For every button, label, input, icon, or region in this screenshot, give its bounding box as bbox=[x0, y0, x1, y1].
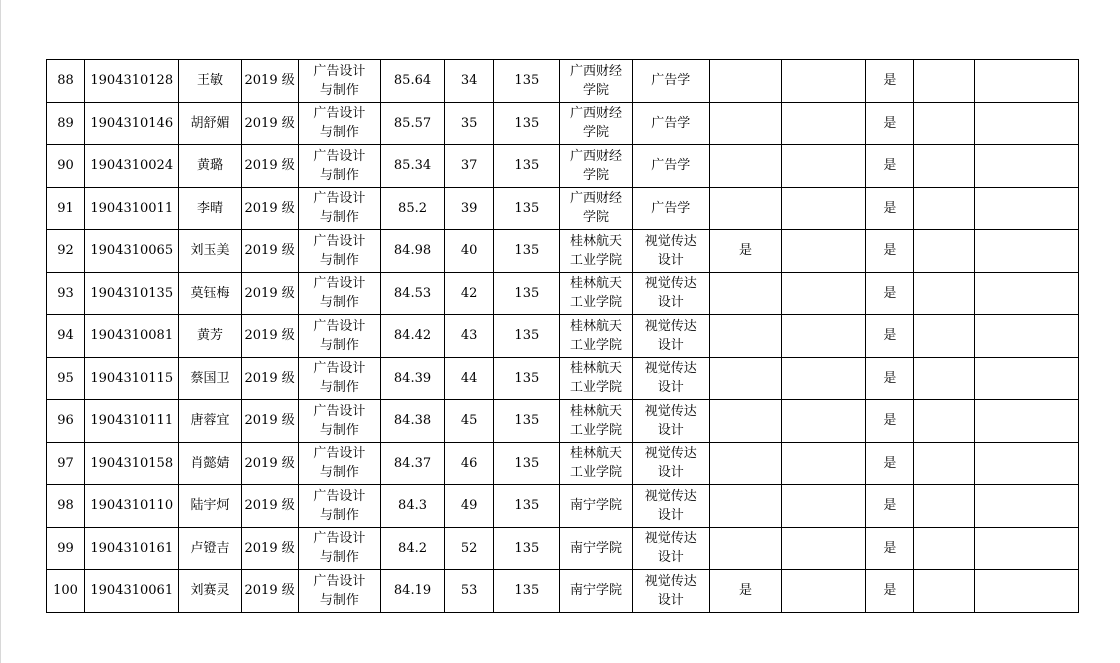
cell-school bbox=[560, 230, 632, 273]
cell-name: 黄璐 bbox=[179, 145, 241, 188]
cell-major-line: 广告设计 bbox=[313, 63, 366, 79]
cell-target-major bbox=[632, 570, 709, 613]
cell-target-major-line: 设计 bbox=[657, 380, 684, 396]
cell-major bbox=[298, 442, 380, 485]
cell-score: 85.2 bbox=[380, 187, 444, 230]
table-row bbox=[47, 357, 1079, 400]
cell-target-major bbox=[632, 442, 709, 485]
table-body bbox=[47, 60, 1079, 613]
cell-score: 84.37 bbox=[380, 442, 444, 485]
cell-col-14 bbox=[974, 315, 1078, 358]
cell-col-11 bbox=[782, 570, 866, 613]
cell-target-major-line: 广告学 bbox=[651, 73, 691, 89]
cell-school-line: 桂林航天 bbox=[570, 233, 623, 249]
cell-col-10 bbox=[709, 400, 781, 443]
cell-target-major-line: 视觉传达 bbox=[644, 318, 697, 334]
cell-school-line: 桂林航天 bbox=[570, 318, 623, 334]
cell-student-id: 1904310135 bbox=[85, 272, 179, 315]
cell-total: 135 bbox=[494, 145, 560, 188]
cell-col-12: 是 bbox=[866, 400, 914, 443]
cell-col-13 bbox=[914, 527, 974, 570]
table-row bbox=[47, 315, 1079, 358]
cell-col-12: 是 bbox=[866, 187, 914, 230]
cell-major bbox=[298, 60, 380, 103]
cell-col-12: 是 bbox=[866, 485, 914, 528]
cell-no: 96 bbox=[47, 400, 85, 443]
cell-name: 黄芳 bbox=[179, 315, 241, 358]
student-table bbox=[46, 59, 1079, 613]
cell-score: 84.42 bbox=[380, 315, 444, 358]
cell-major bbox=[298, 187, 380, 230]
cell-col-14 bbox=[974, 442, 1078, 485]
cell-no: 100 bbox=[47, 570, 85, 613]
cell-school-line: 学院 bbox=[583, 167, 610, 183]
cell-student-id: 1904310128 bbox=[85, 60, 179, 103]
cell-rank: 35 bbox=[445, 102, 494, 145]
cell-target-major bbox=[632, 102, 709, 145]
cell-col-10 bbox=[709, 357, 781, 400]
cell-no: 92 bbox=[47, 230, 85, 273]
cell-col-10 bbox=[709, 187, 781, 230]
cell-name: 胡舒媚 bbox=[179, 102, 241, 145]
cell-student-id: 1904310065 bbox=[85, 230, 179, 273]
cell-grade: 2019 级 bbox=[241, 230, 298, 273]
cell-grade: 2019 级 bbox=[241, 187, 298, 230]
cell-name: 陆宇炣 bbox=[179, 485, 241, 528]
cell-score: 84.98 bbox=[380, 230, 444, 273]
cell-rank: 43 bbox=[445, 315, 494, 358]
cell-major-line: 广告设计 bbox=[313, 148, 366, 164]
cell-col-13 bbox=[914, 442, 974, 485]
cell-no: 93 bbox=[47, 272, 85, 315]
cell-target-major-line: 设计 bbox=[657, 337, 684, 353]
cell-target-major-line: 设计 bbox=[657, 550, 684, 566]
cell-school-line: 南宁学院 bbox=[570, 498, 623, 514]
cell-col-10: 是 bbox=[709, 230, 781, 273]
table-row bbox=[47, 145, 1079, 188]
cell-school bbox=[560, 315, 632, 358]
cell-col-10 bbox=[709, 315, 781, 358]
cell-name: 唐蓉宜 bbox=[179, 400, 241, 443]
cell-grade: 2019 级 bbox=[241, 570, 298, 613]
cell-total: 135 bbox=[494, 60, 560, 103]
cell-school-line: 广西财经 bbox=[570, 191, 623, 207]
cell-col-11 bbox=[782, 400, 866, 443]
table-row bbox=[47, 60, 1079, 103]
cell-total: 135 bbox=[494, 272, 560, 315]
cell-school bbox=[560, 400, 632, 443]
cell-school-line: 工业学院 bbox=[570, 337, 623, 353]
cell-rank: 49 bbox=[445, 485, 494, 528]
cell-no: 90 bbox=[47, 145, 85, 188]
cell-no: 97 bbox=[47, 442, 85, 485]
cell-col-14 bbox=[974, 60, 1078, 103]
cell-col-13 bbox=[914, 485, 974, 528]
cell-score: 84.53 bbox=[380, 272, 444, 315]
cell-school-line: 学院 bbox=[583, 210, 610, 226]
cell-no: 91 bbox=[47, 187, 85, 230]
page-edge bbox=[0, 0, 1, 663]
cell-rank: 52 bbox=[445, 527, 494, 570]
cell-col-11 bbox=[782, 145, 866, 188]
cell-target-major-line: 视觉传达 bbox=[644, 488, 697, 504]
cell-grade: 2019 级 bbox=[241, 145, 298, 188]
cell-school bbox=[560, 442, 632, 485]
cell-total: 135 bbox=[494, 570, 560, 613]
cell-col-12: 是 bbox=[866, 145, 914, 188]
cell-target-major bbox=[632, 357, 709, 400]
cell-col-13 bbox=[914, 272, 974, 315]
cell-major-line: 与制作 bbox=[319, 210, 359, 226]
cell-school bbox=[560, 272, 632, 315]
cell-major bbox=[298, 485, 380, 528]
cell-col-12: 是 bbox=[866, 442, 914, 485]
cell-col-13 bbox=[914, 145, 974, 188]
cell-school-line: 工业学院 bbox=[570, 295, 623, 311]
cell-col-14 bbox=[974, 187, 1078, 230]
cell-major bbox=[298, 145, 380, 188]
cell-target-major-line: 设计 bbox=[657, 507, 684, 523]
cell-student-id: 1904310110 bbox=[85, 485, 179, 528]
cell-total: 135 bbox=[494, 230, 560, 273]
cell-col-13 bbox=[914, 102, 974, 145]
cell-major-line: 与制作 bbox=[319, 125, 359, 141]
cell-student-id: 1904310161 bbox=[85, 527, 179, 570]
cell-name: 刘玉美 bbox=[179, 230, 241, 273]
cell-name: 王敏 bbox=[179, 60, 241, 103]
cell-major bbox=[298, 357, 380, 400]
cell-major-line: 广告设计 bbox=[313, 403, 366, 419]
cell-major-line: 广告设计 bbox=[313, 276, 366, 292]
cell-major-line: 与制作 bbox=[319, 380, 359, 396]
cell-name: 李晴 bbox=[179, 187, 241, 230]
cell-rank: 42 bbox=[445, 272, 494, 315]
cell-col-14 bbox=[974, 230, 1078, 273]
cell-target-major bbox=[632, 272, 709, 315]
table-row bbox=[47, 570, 1079, 613]
cell-col-12: 是 bbox=[866, 527, 914, 570]
cell-total: 135 bbox=[494, 315, 560, 358]
cell-col-10 bbox=[709, 442, 781, 485]
table-row bbox=[47, 400, 1079, 443]
cell-major-line: 广告设计 bbox=[313, 318, 366, 334]
cell-major bbox=[298, 527, 380, 570]
cell-major-line: 广告设计 bbox=[313, 233, 366, 249]
cell-col-13 bbox=[914, 357, 974, 400]
cell-grade: 2019 级 bbox=[241, 60, 298, 103]
cell-rank: 44 bbox=[445, 357, 494, 400]
cell-col-14 bbox=[974, 102, 1078, 145]
cell-col-12: 是 bbox=[866, 102, 914, 145]
cell-school-line: 学院 bbox=[583, 125, 610, 141]
cell-major-line: 广告设计 bbox=[313, 106, 366, 122]
cell-target-major bbox=[632, 485, 709, 528]
cell-score: 85.57 bbox=[380, 102, 444, 145]
cell-col-10 bbox=[709, 527, 781, 570]
cell-col-11 bbox=[782, 357, 866, 400]
cell-rank: 34 bbox=[445, 60, 494, 103]
cell-col-10 bbox=[709, 60, 781, 103]
cell-student-id: 1904310081 bbox=[85, 315, 179, 358]
cell-major bbox=[298, 570, 380, 613]
cell-target-major bbox=[632, 145, 709, 188]
cell-col-11 bbox=[782, 442, 866, 485]
cell-name: 蔡国卫 bbox=[179, 357, 241, 400]
cell-col-10 bbox=[709, 272, 781, 315]
cell-target-major-line: 设计 bbox=[657, 295, 684, 311]
cell-major-line: 广告设计 bbox=[313, 488, 366, 504]
cell-col-12: 是 bbox=[866, 570, 914, 613]
cell-school-line: 桂林航天 bbox=[570, 276, 623, 292]
cell-col-12: 是 bbox=[866, 357, 914, 400]
cell-col-14 bbox=[974, 357, 1078, 400]
cell-grade: 2019 级 bbox=[241, 442, 298, 485]
cell-no: 89 bbox=[47, 102, 85, 145]
cell-major-line: 与制作 bbox=[319, 422, 359, 438]
cell-col-14 bbox=[974, 485, 1078, 528]
cell-col-13 bbox=[914, 187, 974, 230]
table-row bbox=[47, 187, 1079, 230]
cell-student-id: 1904310011 bbox=[85, 187, 179, 230]
cell-school-line: 工业学院 bbox=[570, 465, 623, 481]
cell-major bbox=[298, 400, 380, 443]
cell-target-major-line: 视觉传达 bbox=[644, 573, 697, 589]
cell-student-id: 1904310158 bbox=[85, 442, 179, 485]
cell-rank: 46 bbox=[445, 442, 494, 485]
cell-score: 84.38 bbox=[380, 400, 444, 443]
cell-col-14 bbox=[974, 570, 1078, 613]
cell-school-line: 南宁学院 bbox=[570, 540, 623, 556]
cell-grade: 2019 级 bbox=[241, 357, 298, 400]
cell-school bbox=[560, 357, 632, 400]
cell-school bbox=[560, 187, 632, 230]
cell-name: 卢镫吉 bbox=[179, 527, 241, 570]
cell-target-major-line: 视觉传达 bbox=[644, 531, 697, 547]
cell-student-id: 1904310061 bbox=[85, 570, 179, 613]
cell-school-line: 工业学院 bbox=[570, 252, 623, 268]
cell-no: 95 bbox=[47, 357, 85, 400]
cell-col-14 bbox=[974, 400, 1078, 443]
cell-col-11 bbox=[782, 60, 866, 103]
cell-major-line: 与制作 bbox=[319, 550, 359, 566]
cell-target-major-line: 广告学 bbox=[651, 200, 691, 216]
cell-rank: 53 bbox=[445, 570, 494, 613]
cell-target-major-line: 视觉传达 bbox=[644, 446, 697, 462]
cell-col-13 bbox=[914, 315, 974, 358]
cell-score: 84.2 bbox=[380, 527, 444, 570]
cell-target-major-line: 广告学 bbox=[651, 158, 691, 174]
cell-target-major-line: 广告学 bbox=[651, 115, 691, 131]
cell-target-major bbox=[632, 230, 709, 273]
cell-target-major bbox=[632, 187, 709, 230]
cell-target-major-line: 设计 bbox=[657, 422, 684, 438]
cell-col-12: 是 bbox=[866, 272, 914, 315]
cell-target-major bbox=[632, 315, 709, 358]
cell-target-major-line: 设计 bbox=[657, 252, 684, 268]
cell-total: 135 bbox=[494, 485, 560, 528]
cell-major-line: 与制作 bbox=[319, 592, 359, 608]
cell-total: 135 bbox=[494, 442, 560, 485]
cell-major-line: 广告设计 bbox=[313, 573, 366, 589]
cell-col-10 bbox=[709, 485, 781, 528]
cell-major-line: 与制作 bbox=[319, 337, 359, 353]
cell-col-11 bbox=[782, 315, 866, 358]
cell-school-line: 工业学院 bbox=[570, 380, 623, 396]
cell-school bbox=[560, 145, 632, 188]
cell-col-14 bbox=[974, 145, 1078, 188]
cell-name: 莫钰梅 bbox=[179, 272, 241, 315]
table-row bbox=[47, 230, 1079, 273]
cell-target-major-line: 视觉传达 bbox=[644, 361, 697, 377]
cell-student-id: 1904310024 bbox=[85, 145, 179, 188]
cell-school bbox=[560, 570, 632, 613]
table-row bbox=[47, 272, 1079, 315]
cell-col-11 bbox=[782, 230, 866, 273]
cell-target-major-line: 视觉传达 bbox=[644, 403, 697, 419]
cell-major-line: 与制作 bbox=[319, 465, 359, 481]
cell-major-line: 广告设计 bbox=[313, 361, 366, 377]
cell-col-12: 是 bbox=[866, 230, 914, 273]
cell-school-line: 桂林航天 bbox=[570, 403, 623, 419]
cell-major-line: 与制作 bbox=[319, 507, 359, 523]
cell-major bbox=[298, 315, 380, 358]
cell-col-11 bbox=[782, 272, 866, 315]
cell-no: 94 bbox=[47, 315, 85, 358]
cell-target-major-line: 设计 bbox=[657, 592, 684, 608]
cell-school-line: 桂林航天 bbox=[570, 446, 623, 462]
cell-score: 84.19 bbox=[380, 570, 444, 613]
cell-no: 99 bbox=[47, 527, 85, 570]
cell-major-line: 与制作 bbox=[319, 82, 359, 98]
cell-rank: 37 bbox=[445, 145, 494, 188]
table-row bbox=[47, 527, 1079, 570]
cell-col-13 bbox=[914, 570, 974, 613]
cell-col-14 bbox=[974, 527, 1078, 570]
cell-major-line: 广告设计 bbox=[313, 446, 366, 462]
cell-school bbox=[560, 60, 632, 103]
cell-col-10 bbox=[709, 145, 781, 188]
table-row bbox=[47, 102, 1079, 145]
cell-school-line: 南宁学院 bbox=[570, 583, 623, 599]
cell-target-major bbox=[632, 400, 709, 443]
cell-col-12: 是 bbox=[866, 315, 914, 358]
cell-col-10: 是 bbox=[709, 570, 781, 613]
cell-col-10 bbox=[709, 102, 781, 145]
cell-total: 135 bbox=[494, 527, 560, 570]
cell-school bbox=[560, 485, 632, 528]
cell-major-line: 与制作 bbox=[319, 295, 359, 311]
table-row bbox=[47, 442, 1079, 485]
cell-name: 肖懿婧 bbox=[179, 442, 241, 485]
cell-no: 98 bbox=[47, 485, 85, 528]
cell-score: 85.34 bbox=[380, 145, 444, 188]
cell-col-11 bbox=[782, 527, 866, 570]
cell-major-line: 与制作 bbox=[319, 167, 359, 183]
cell-no: 88 bbox=[47, 60, 85, 103]
cell-name: 刘赛灵 bbox=[179, 570, 241, 613]
cell-grade: 2019 级 bbox=[241, 272, 298, 315]
cell-col-13 bbox=[914, 400, 974, 443]
cell-major-line: 广告设计 bbox=[313, 191, 366, 207]
cell-total: 135 bbox=[494, 400, 560, 443]
cell-school-line: 广西财经 bbox=[570, 148, 623, 164]
cell-rank: 45 bbox=[445, 400, 494, 443]
cell-grade: 2019 级 bbox=[241, 527, 298, 570]
cell-target-major-line: 设计 bbox=[657, 465, 684, 481]
cell-col-14 bbox=[974, 272, 1078, 315]
cell-student-id: 1904310146 bbox=[85, 102, 179, 145]
cell-major-line: 与制作 bbox=[319, 252, 359, 268]
cell-target-major bbox=[632, 527, 709, 570]
cell-major bbox=[298, 272, 380, 315]
cell-school-line: 桂林航天 bbox=[570, 361, 623, 377]
cell-student-id: 1904310115 bbox=[85, 357, 179, 400]
cell-school bbox=[560, 102, 632, 145]
cell-rank: 40 bbox=[445, 230, 494, 273]
cell-grade: 2019 级 bbox=[241, 400, 298, 443]
cell-major-line: 广告设计 bbox=[313, 531, 366, 547]
cell-school-line: 广西财经 bbox=[570, 63, 623, 79]
cell-col-11 bbox=[782, 187, 866, 230]
cell-col-13 bbox=[914, 60, 974, 103]
cell-target-major-line: 视觉传达 bbox=[644, 276, 697, 292]
cell-target-major bbox=[632, 60, 709, 103]
cell-major bbox=[298, 230, 380, 273]
cell-total: 135 bbox=[494, 102, 560, 145]
cell-rank: 39 bbox=[445, 187, 494, 230]
cell-col-11 bbox=[782, 102, 866, 145]
cell-score: 84.39 bbox=[380, 357, 444, 400]
cell-col-13 bbox=[914, 230, 974, 273]
cell-school-line: 学院 bbox=[583, 82, 610, 98]
cell-total: 135 bbox=[494, 357, 560, 400]
cell-col-12: 是 bbox=[866, 60, 914, 103]
cell-score: 85.64 bbox=[380, 60, 444, 103]
cell-col-11 bbox=[782, 485, 866, 528]
cell-grade: 2019 级 bbox=[241, 485, 298, 528]
cell-grade: 2019 级 bbox=[241, 315, 298, 358]
cell-total: 135 bbox=[494, 187, 560, 230]
cell-school-line: 广西财经 bbox=[570, 106, 623, 122]
cell-score: 84.3 bbox=[380, 485, 444, 528]
cell-grade: 2019 级 bbox=[241, 102, 298, 145]
cell-major bbox=[298, 102, 380, 145]
cell-target-major-line: 视觉传达 bbox=[644, 233, 697, 249]
cell-student-id: 1904310111 bbox=[85, 400, 179, 443]
table-row bbox=[47, 485, 1079, 528]
cell-school bbox=[560, 527, 632, 570]
cell-school-line: 工业学院 bbox=[570, 422, 623, 438]
